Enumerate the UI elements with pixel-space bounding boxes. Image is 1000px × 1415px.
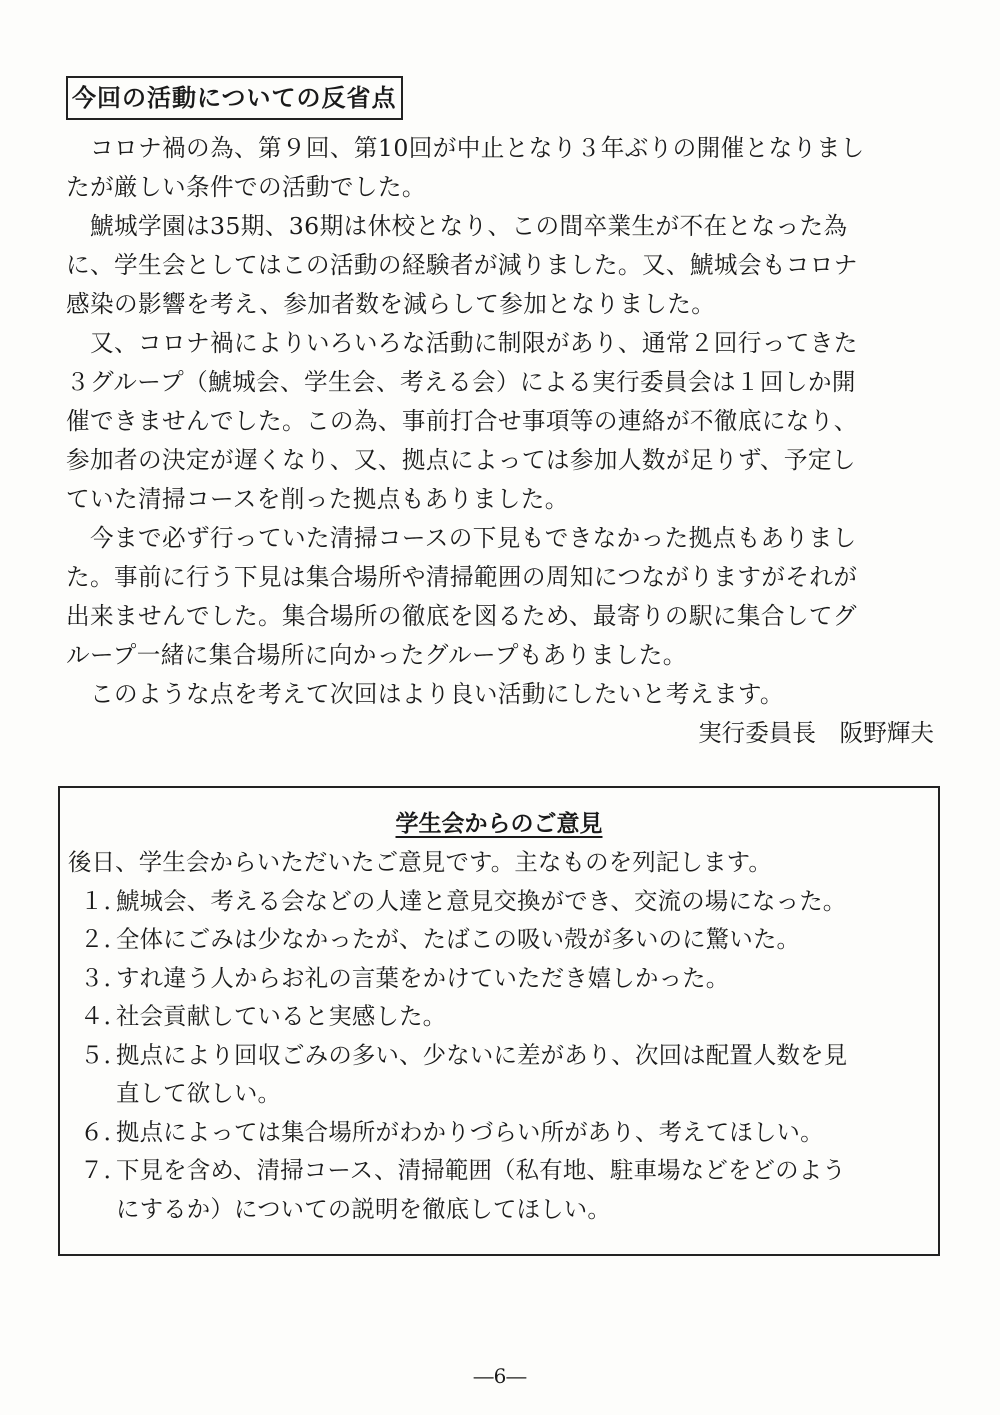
box-title-text: 学生会からのご意見 — [395, 811, 603, 837]
item-text: すれ違う人からお礼の言葉をかけていただき嬉しかった。 — [116, 963, 730, 992]
body-line: 鯱城学園は35期、36期は休校となり、この間卒業生が不在となった為 — [66, 212, 848, 240]
body-line: ていた清掃コースを削った拠点もありました。 — [66, 485, 569, 513]
item-number: ３． — [80, 963, 128, 992]
box-title — [60, 808, 938, 840]
body-line: 出来ませんでした。集合場所の徹底を図るため、最寄りの駅に集合してグ — [66, 602, 857, 630]
body-line: に、学生会としてはこの活動の経験者が減りました。又、鯱城会もコロナ — [66, 251, 858, 279]
body-line: ３グループ（鯱城会、学生会、考える会）による実行委員会は１回しか開 — [66, 368, 856, 396]
page-number: ―6― — [473, 1364, 527, 1388]
list-item — [68, 882, 936, 921]
item-text: 社会貢献していると実感した。 — [116, 1002, 447, 1030]
body-line: 催できませんでした。この為、事前打合せ事項等の連絡が不徹底になり、 — [66, 407, 858, 435]
list-item-continuation — [68, 1190, 936, 1229]
list-item — [68, 1036, 936, 1075]
body-line: た。事前に行う下見は集合場所や清掃範囲の周知につながりますがそれが — [66, 563, 858, 591]
item-number: ２． — [80, 925, 128, 953]
item-text: にするか）についての説明を徹底してほしい。 — [116, 1194, 611, 1223]
body-line: 感染の影響を考え、参加者数を減らして参加となりました。 — [66, 290, 716, 318]
item-text: 拠点によっては集合場所がわかりづらい所があり、考えてほしい。 — [116, 1117, 824, 1146]
body-line: ループ一緒に集合場所に向かったグループもありました。 — [66, 641, 687, 669]
body-line: 参加者の決定が遅くなり、又、拠点によっては参加人数が足りず、予定し — [66, 446, 856, 474]
section-heading: 今回の活動についての反省点 — [66, 76, 403, 120]
list-item — [68, 1113, 936, 1152]
list-item-continuation — [68, 1074, 936, 1113]
list-item — [68, 1151, 936, 1190]
body-line: たが厳しい条件での活動でした。 — [66, 173, 426, 201]
item-number: ５． — [80, 1040, 128, 1069]
signature: 実行委員長 阪野輝夫 — [698, 719, 934, 747]
body-line: コロナ禍の為、第９回、第10回が中止となり３年ぶりの開催となりまし — [66, 134, 865, 162]
item-text: 直して欲しい。 — [116, 1079, 282, 1107]
section-body — [66, 129, 946, 753]
box-body — [68, 843, 936, 1228]
list-item — [68, 920, 936, 959]
body-line: 今まで必ず行っていた清掃コースの下見もできなかった拠点もありまし — [66, 524, 857, 552]
item-number: ６． — [80, 1117, 128, 1146]
item-text: 鯱城会、考える会などの人達と意見交換ができ、交流の場になった。 — [116, 886, 847, 915]
item-number: １． — [80, 886, 128, 915]
item-number: ７． — [80, 1156, 128, 1184]
list-item — [68, 997, 936, 1036]
list-item — [68, 959, 936, 998]
body-line: このような点を考えて次回はより良い活動にしたいと考えます。 — [66, 680, 784, 708]
body-line: 又、コロナ禍によりいろいろな活動に制限があり、通常２回行ってきた — [66, 329, 858, 357]
item-text: 全体にごみは少なかったが、たばこの吸い殻が多いのに驚いた。 — [116, 925, 801, 953]
item-text: 拠点により回収ごみの多い、少ないに差があり、次回は配置人数を見 — [116, 1040, 848, 1069]
student-council-opinions-box — [58, 786, 940, 1256]
item-text: 下見を含め、清掃コース、清掃範囲（私有地、駐車場などをどのよう — [116, 1156, 846, 1184]
item-number: ４． — [80, 1002, 128, 1030]
box-intro: 後日、学生会からいただいたご意見です。主なものを列記します。 — [68, 848, 772, 876]
